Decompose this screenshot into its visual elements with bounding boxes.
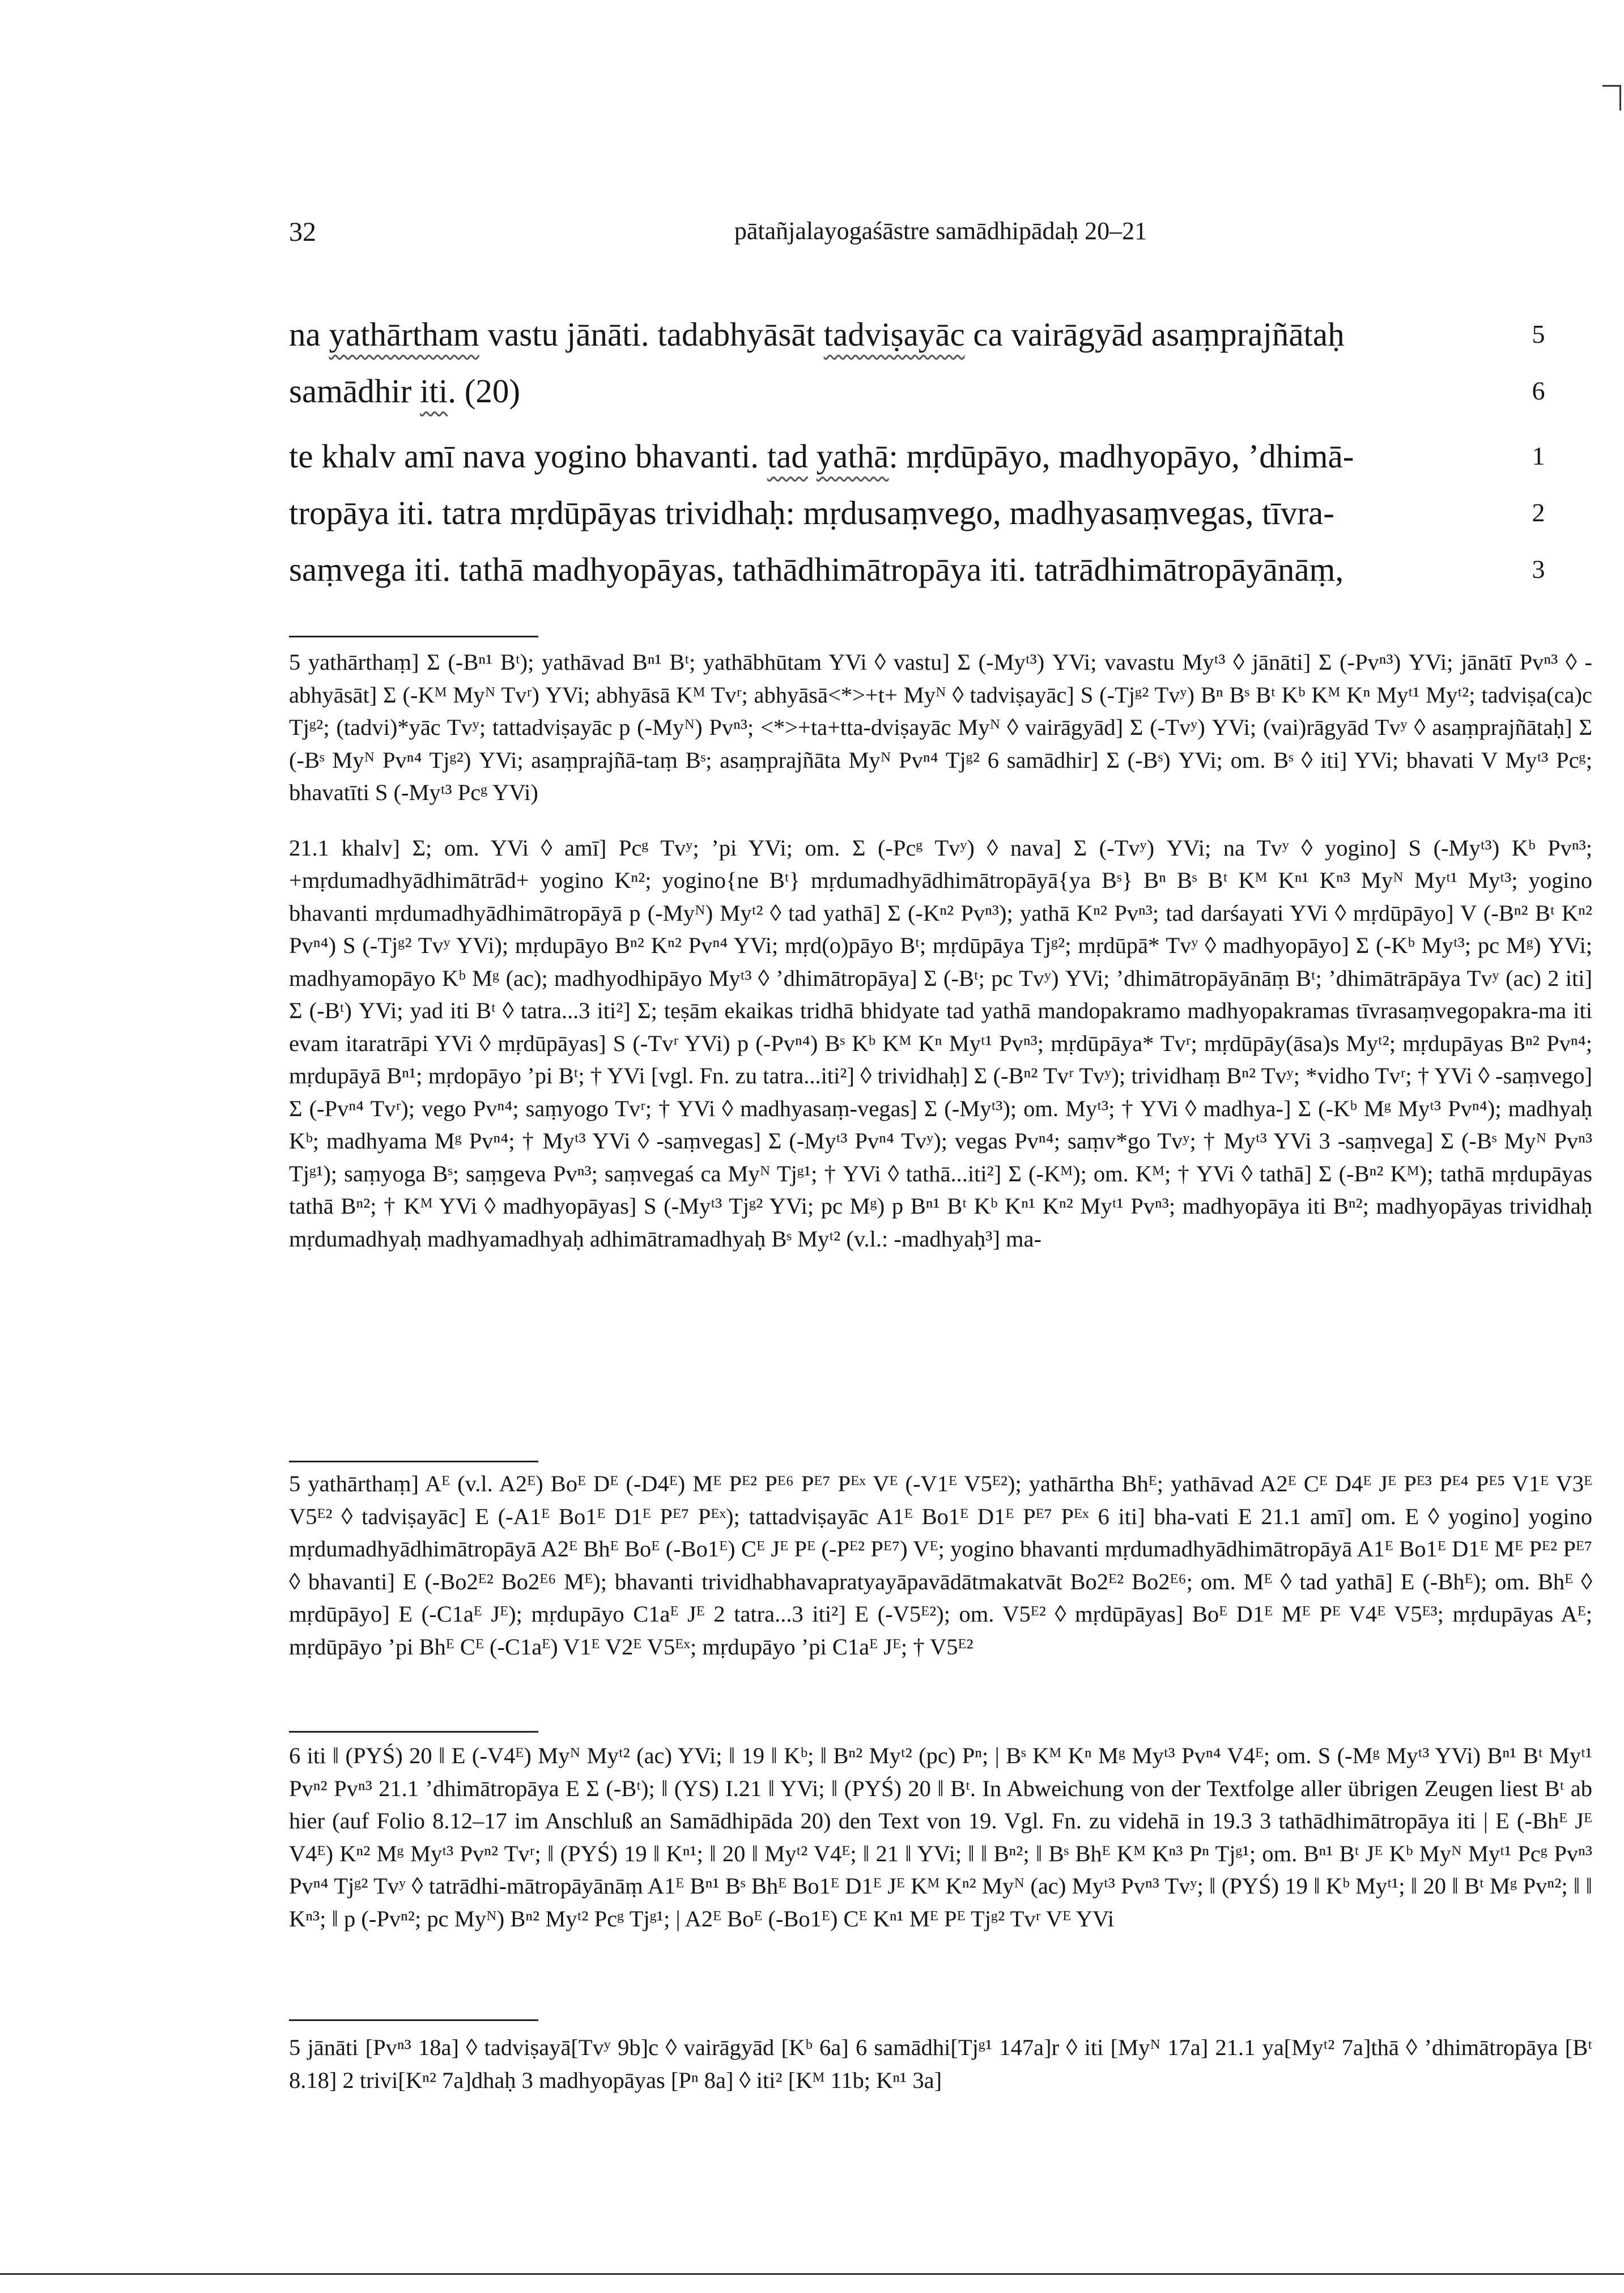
text-segment: samādhir [289, 372, 420, 410]
lemma-marked-word: yathārtham [329, 316, 479, 353]
text-segment: : mṛdūpāyo, madhyopāyo, ’dhimā- [888, 437, 1354, 475]
apparatus-rule-3 [289, 1731, 538, 1733]
apparatus-rule-1 [289, 636, 538, 637]
line-number: 5 [1532, 320, 1545, 348]
page-header [289, 216, 1592, 262]
text-segment: . (20) [448, 372, 521, 410]
line-number: 3 [1532, 555, 1545, 584]
text-segment: saṃvega iti. tathā madhyopāyas, tathādhimātropāya iti. tatrādhimātropāyānāṃ, [289, 551, 1344, 588]
text-line-content [289, 437, 1354, 475]
line-number: 1 [1532, 441, 1545, 470]
text-line [289, 306, 1545, 363]
page-bottom-rule [0, 2273, 1624, 2275]
text-segment: te khalv amī nava yogino bhavanti. [289, 437, 767, 475]
lemma-marked-word: tadviṣayāc [823, 316, 965, 353]
text-line-content [289, 551, 1344, 588]
main-text-paragraph-1 [289, 306, 1545, 419]
running-title: pātañjalayogaśāstre samādhipādaḥ 20–21 [734, 217, 1147, 245]
apparatus-punctuation [289, 1739, 1592, 1935]
text-line [289, 363, 1545, 419]
apparatus-block-1: 5 yathārthaṃ] Σ (-Bⁿ¹ Bᵗ); yathāvad Bⁿ¹ Bᵗ; yathābhūtam YVi ◊ vastu] Σ (-Myᵗ³) YVi; vavastu Myᵗ³ ◊ jānāti] Σ (-Pvⁿ³) YVi; jānātī Pvⁿ³ ◊ -abhyāsāt] Σ (-Kᴹ Myᴺ Tvʳ) YVi; abhyāsā Kᴹ Tvʳ; abhyāsā<*>+t+ Myᴺ ◊ tadviṣayāc] S (-Tjᵍ² Tvʸ) Bⁿ Bˢ Bᵗ Kᵇ Kᴹ Kⁿ Myᵗ¹ Myᵗ²; tadviṣa(ca)c Tjᵍ²; (tadvi)*yāc Tvʸ; tattadviṣayāc p (-Myᴺ) Pvⁿ³; <*>+ta+tta-dviṣayāc Myᴺ ◊ vairāgyād] Σ (-Tvʸ) YVi; (vai)rāgyād Tvʸ ◊ asaṃprajñātaḥ] Σ (-Bˢ Myᴺ Pvⁿ⁴ Tjᵍ²) YVi; asaṃprajñā-taṃ Bˢ; asaṃprajñāta Myᴺ Pvⁿ⁴ Tjᵍ² 6 samādhir] Σ (-Bˢ) YVi; om. Bˢ ◊ iti] YVi; bhavati V Myᵗ³ Pcᵍ; bhavatīti S (-Myᵗ³ Pcᵍ YVi) [289, 649, 1592, 805]
text-segment: ca vairāgyād asaṃprajñātaḥ [964, 316, 1345, 353]
apparatus-rule-4 [289, 2019, 538, 2021]
text-line-content [289, 316, 1345, 353]
text-line-content [289, 372, 520, 410]
apparatus-rule-2 [289, 1461, 538, 1462]
text-segment [808, 437, 817, 475]
lemma-marked-word: tad [767, 437, 808, 475]
text-line [289, 484, 1545, 541]
text-segment: tropāya iti. tatra mṛdūpāyas trividhaḥ: mṛdusaṃvego, madhyasaṃvegas, tīvra- [289, 494, 1334, 531]
text-line [289, 428, 1545, 484]
line-number: 6 [1532, 376, 1545, 405]
line-number: 2 [1532, 498, 1545, 527]
apparatus-block-2: 21.1 khalv] Σ; om. YVi ◊ amī] Pcᵍ Tvʸ; ’pi YVi; om. Σ (-Pcᵍ Tvʸ) ◊ nava] Σ (-Tvʸ) YVi; na Tvʸ ◊ yogino] S (-Myᵗ³) Kᵇ Pvⁿ³; +mṛdumadhyādhimātrād+ yogino Kⁿ²; yogino{ne Bᵗ} mṛdumadhyādhimātropāyā{ya Bˢ} Bⁿ Bˢ Bᵗ Kᴹ Kⁿ¹ Kⁿ³ Myᴺ Myᵗ¹ Myᵗ³; yogino bhavanti mṛdumadhyādhimātropāyā p (-Myᴺ) Myᵗ² ◊ tad yathā] Σ (-Kⁿ² Pvⁿ³); yathā Kⁿ² Pvⁿ³; tad darśayati YVi ◊ mṛdūpāyo] V (-Bⁿ² Bᵗ Kⁿ² Pvⁿ⁴) S (-Tjᵍ² Tvʸ YVi); mṛdupāyo Bⁿ² Kⁿ² Pvⁿ⁴ YVi; mṛd(o)pāyo Bᵗ; mṛdūpāya Tjᵍ²; mṛdūpā* Tvʸ ◊ madhyopāyo] Σ (-Kᵇ Myᵗ³; pc Mᵍ) YVi; madhyamopāyo Kᵇ Mᵍ (ac); madhyodhipāyo Myᵗ³ ◊ ’dhimātropāya] Σ (-Bᵗ; pc Tvʸ) YVi; ’dhimātropāyānāṃ Bᵗ; ’dhimātrāpāya Tvʸ (ac) 2 iti] Σ (-Bᵗ) YVi; yad iti Bᵗ ◊ tatra...3 iti²] Σ; teṣām ekaikas tridhā bhidyate tad yathā mandopakramo madhyopakramas tīvrasaṃvegopakra-ma iti evam itaratrāpi YVi ◊ mṛdūpāyas] S (-Tvʳ YVi) p (-Pvⁿ⁴) Bˢ Kᵇ Kᴹ Kⁿ Myᵗ¹ Pvⁿ³; mṛdūpāya* Tvʳ; mṛdūpāy(āsa)s Myᵗ²; mṛdupāyas Bⁿ² Pvⁿ⁴; mṛdupāyā Bⁿ¹; mṛdopāyo ’pi Bᵗ; † YVi [vgl. Fn. zu tatra...iti²] ◊ trividhaḥ] Σ (-Bⁿ² Tvʳ Tvʸ); trividhaṃ Bⁿ² Tvʸ; *vidho Tvʳ; † YVi ◊ -saṃvego] Σ (-Pvⁿ⁴ Tvʳ); vego Pvⁿ⁴; saṃyogo Tvʳ; † YVi ◊ madhyasaṃ-vegas] Σ (-Myᵗ³); om. Myᵗ³; † YVi ◊ madhya-] Σ (-Kᵇ Mᵍ Myᵗ³ Pvⁿ⁴); madhyaḥ Kᵇ; madhyama Mᵍ Pvⁿ⁴; † Myᵗ³ YVi ◊ -saṃvegas] Σ (-Myᵗ³ Pvⁿ⁴ Tvʸ); vegas Pvⁿ⁴; saṃv*go Tvʸ; † Myᵗ³ YVi 3 -saṃvega] Σ (-Bˢ Myᴺ Pvⁿ³ Tjᵍ¹); saṃyoga Bˢ; saṃgeva Pvⁿ³; saṃvegaś ca Myᴺ Tjᵍ¹; † YVi ◊ tathā...iti²] Σ (-Kᴹ); om. Kᴹ; † YVi ◊ tathā] Σ (-Bⁿ² Kᴹ); tathā mṛdupāyas tathā Bⁿ²; † Kᴹ YVi ◊ madhyopāyas] S (-Myᵗ³ Tjᵍ² YVi; pc Mᵍ) p Bⁿ¹ Bᵗ Kᵇ Kⁿ¹ Kⁿ² Myᵗ¹ Pvⁿ³; madhyopāya iti Bⁿ²; madhyopāyas trividhaḥ mṛdumadhyaḥ madhyamadhyaḥ adhimātramadhyaḥ Bˢ Myᵗ² (v.l.: -madhyaḥ³] ma- [289, 835, 1592, 1252]
apparatus-folio [289, 2031, 1592, 2096]
apparatus-block-5: 5 jānāti [Pvⁿ³ 18a] ◊ tadviṣayā[Tvʸ 9b]c ◊ vairāgyād [Kᵇ 6a] 6 samādhi[Tjᵍ¹ 147a]r ◊ iti [Myᴺ 17a] 21.1 ya[Myᵗ² 7a]thā ◊ ’dhimātropāya [Bᵗ 8.18] 2 trivi[Kⁿ² 7a]dhaḥ 3 madhyopāyas [Pⁿ 8a] ◊ iti² [Kᴹ 11b; Kⁿ¹ 3a] [289, 2035, 1592, 2093]
text-segment: vastu jānāti. tadabhyāsāt [479, 316, 824, 353]
page-number: 32 [289, 217, 316, 247]
apparatus-testimonia [289, 646, 1592, 1255]
apparatus-block-3: 5 yathārthaṃ] Aᴱ (v.l. A2ᴱ) Boᴱ Dᴱ (-D4ᴱ) Mᴱ Pᴱ² Pᴱ⁶ Pᴱ⁷ Pᴱˣ Vᴱ (-V1ᴱ V5ᴱ²); yathārtha Bhᴱ; yathāvad A2ᴱ Cᴱ D4ᴱ Jᴱ Pᴱ³ Pᴱ⁴ Pᴱ⁵ V1ᴱ V3ᴱ V5ᴱ² ◊ tadviṣayāc] E (-A1ᴱ Bo1ᴱ D1ᴱ Pᴱ⁷ Pᴱˣ); tattadviṣayāc A1ᴱ Bo1ᴱ D1ᴱ Pᴱ⁷ Pᴱˣ 6 iti] bha-vati E 21.1 amī] om. E ◊ yogino] yogino mṛdumadhyādhimātropāyā A2ᴱ Bhᴱ Boᴱ (-Bo1ᴱ) Cᴱ Jᴱ Pᴱ (-Pᴱ² Pᴱ⁷) Vᴱ; yogino bhavanti mṛdumadhyādhimātropāyā A1ᴱ Bo1ᴱ D1ᴱ Mᴱ Pᴱ² Pᴱ⁷ ◊ bhavanti] E (-Bo2ᴱ² Bo2ᴱ⁶ Mᴱ); bhavanti trividhabhavapratyayāpavādātmakatvāt Bo2ᴱ² Bo2ᴱ⁶; om. Mᴱ ◊ tad yathā] E (-Bhᴱ); om. Bhᴱ ◊ mṛdūpāyo] E (-C1aᴱ Jᴱ); mṛdupāyo C1aᴱ Jᴱ 2 tatra...3 iti²] E (-V5ᴱ²); om. V5ᴱ² ◊ mṛdūpāyas] Boᴱ D1ᴱ Mᴱ Pᴱ V4ᴱ V5ᴱ³; mṛdupāyas Aᴱ; mṛdūpāyo ’pi Bhᴱ Cᴱ (-C1aᴱ) V1ᴱ V2ᴱ V5ᴱˣ; mṛdupāyo ’pi C1aᴱ Jᴱ; † V5ᴱ² [289, 1471, 1592, 1660]
main-text-paragraph-2 [289, 428, 1545, 598]
text-line-content [289, 494, 1334, 531]
text-segment: na [289, 316, 329, 353]
apparatus-block-4: 6 iti ‖ (PYŚ) 20 ‖ E (-V4ᴱ) Myᴺ Myᵗ² (ac) YVi; ‖ 19 ‖ Kᵇ; ‖ Bⁿ² Myᵗ² (pc) Pⁿ; | Bˢ Kᴹ Kⁿ Mᵍ Myᵗ³ Pvⁿ⁴ V4ᴱ; om. S (-Mᵍ Myᵗ³ YVi) Bⁿ¹ Bᵗ Myᵗ¹ Pvⁿ² Pvⁿ³ 21.1 ’dhimātropāya E Σ (-Bᵗ); ‖ (YS) I.21 ‖ YVi; ‖ (PYŚ) 20 ‖ Bᵗ. In Abweichung von der Textfolge aller übrigen Zeugen liest Bᵗ ab hier (auf Folio 8.12–17 im Anschluß an Samādhipāda 20) den Text von 19. Vgl. Fn. zu videhā in 19.3 3 tathādhimātropāya iti | E (-Bhᴱ Jᴱ V4ᴱ) Kⁿ² Mᵍ Myᵗ³ Pvⁿ² Tvʳ; ‖ (PYŚ) 19 ‖ Kⁿ¹; ‖ 20 ‖ Myᵗ² V4ᴱ; ‖ 21 ‖ YVi; ‖ ‖ Bⁿ²; ‖ Bˢ Bhᴱ Kᴹ Kⁿ³ Pⁿ Tjᵍ¹; om. Bⁿ¹ Bᵗ Jᴱ Kᵇ Myᴺ Myᵗ¹ Pcᵍ Pvⁿ³ Pvⁿ⁴ Tjᵍ² Tvʸ ◊ tatrādhi-mātropāyānāṃ A1ᴱ Bⁿ¹ Bˢ Bhᴱ Bo1ᴱ D1ᴱ Jᴱ Kᴹ Kⁿ² Myᴺ (ac) Myᵗ³ Pvⁿ³ Tvʸ; ‖ (PYŚ) 19 ‖ Kᵇ Myᵗ¹; ‖ 20 ‖ Bᵗ Mᵍ Pvⁿ²; ‖ ‖ Kⁿ³; ‖ p (-Pvⁿ²; pc Myᴺ) Bⁿ² Myᵗ² Pcᵍ Tjᵍ¹; | A2ᴱ Boᴱ (-Bo1ᴱ) Cᴱ Kⁿ¹ Mᴱ Pᴱ Tjᵍ² Tvʳ Vᴱ YVi [289, 1743, 1592, 1932]
lemma-marked-word: iti [420, 372, 448, 410]
crop-corner-mark [1602, 85, 1621, 110]
text-line [289, 541, 1545, 598]
apparatus-edition [289, 1467, 1592, 1663]
lemma-marked-word: yathā [816, 437, 889, 475]
